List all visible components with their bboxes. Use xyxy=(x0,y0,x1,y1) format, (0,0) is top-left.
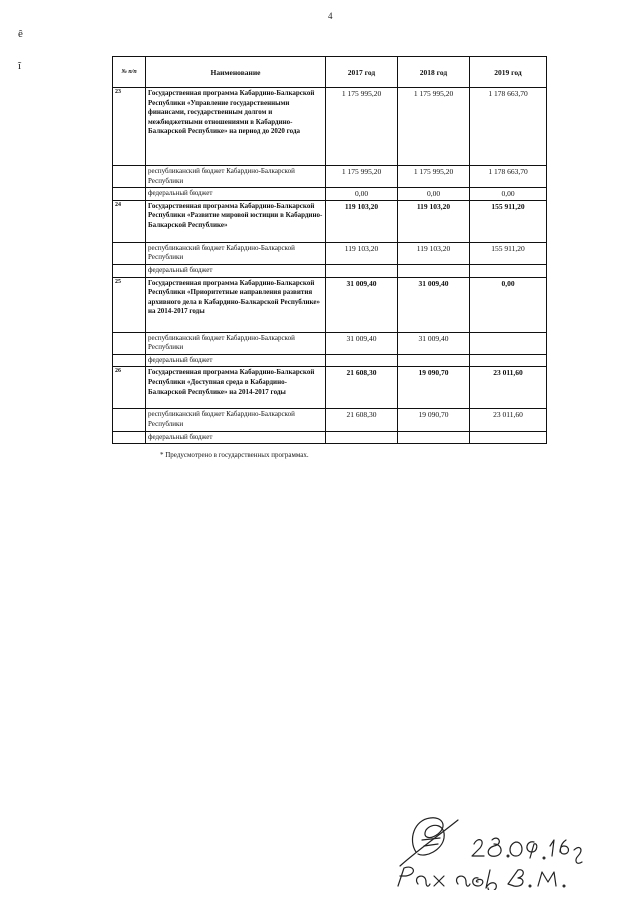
value-2019: 0,00 xyxy=(470,277,547,332)
value-2019: 1 178 663,70 xyxy=(470,166,547,188)
value-2018: 31 009,40 xyxy=(398,277,470,332)
budget-table xyxy=(112,56,547,444)
value-2018 xyxy=(398,354,470,367)
republican-budget-row xyxy=(113,166,547,188)
value-2017 xyxy=(326,264,398,277)
header-2018: 2018 год xyxy=(398,57,470,88)
federal-budget-row xyxy=(113,264,547,277)
value-2019: 155 911,20 xyxy=(470,200,547,242)
federal-budget-label: федеральный бюджет xyxy=(146,431,326,444)
program-row xyxy=(113,200,547,242)
margin-mark: ê xyxy=(18,28,23,40)
page-mark: 4 xyxy=(328,11,333,21)
program-number: 25 xyxy=(113,277,146,332)
federal-budget-row xyxy=(113,431,547,444)
value-2018: 1 175 995,20 xyxy=(398,88,470,166)
value-2018: 119 103,20 xyxy=(398,200,470,242)
program-title: Государственная программа Кабардино-Балкарской Республики «Развитие мировой юстиции в Кабардино-Балкарской Республике» xyxy=(146,200,326,242)
value-2017: 1 175 995,20 xyxy=(326,166,398,188)
federal-budget-label: федеральный бюджет xyxy=(146,188,326,201)
program-number: 26 xyxy=(113,367,146,409)
republican-budget-label: республиканский бюджет Кабардино-Балкарской Республики xyxy=(146,242,326,264)
footnote: * Предусмотрено в государственных программах. xyxy=(160,451,309,459)
value-2018: 1 175 995,20 xyxy=(398,166,470,188)
value-2019: 23 011,60 xyxy=(470,367,547,409)
table-header-row xyxy=(113,57,547,88)
handwritten-signature xyxy=(378,800,598,890)
value-2018 xyxy=(398,431,470,444)
value-2018 xyxy=(398,264,470,277)
program-row xyxy=(113,277,547,332)
federal-budget-label: федеральный бюджет xyxy=(146,354,326,367)
program-row xyxy=(113,367,547,409)
value-2018: 19 090,70 xyxy=(398,367,470,409)
program-number: 24 xyxy=(113,200,146,242)
value-2017: 31 009,40 xyxy=(326,332,398,354)
program-number: 23 xyxy=(113,88,146,166)
value-2019 xyxy=(470,264,547,277)
value-2017: 119 103,20 xyxy=(326,242,398,264)
republican-budget-label: республиканский бюджет Кабардино-Балкарской Республики xyxy=(146,166,326,188)
value-2018: 31 009,40 xyxy=(398,332,470,354)
value-2017: 21 608,30 xyxy=(326,409,398,431)
value-2017: 119 103,20 xyxy=(326,200,398,242)
value-2017: 31 009,40 xyxy=(326,277,398,332)
header-num: № п/п xyxy=(113,57,146,88)
republican-budget-label: республиканский бюджет Кабардино-Балкарской Республики xyxy=(146,332,326,354)
federal-budget-row xyxy=(113,354,547,367)
value-2017: 0,00 xyxy=(326,188,398,201)
header-2017: 2017 год xyxy=(326,57,398,88)
header-2019: 2019 год xyxy=(470,57,547,88)
value-2019: 0,00 xyxy=(470,188,547,201)
margin-mark: ĩ xyxy=(18,60,22,72)
value-2018: 119 103,20 xyxy=(398,242,470,264)
republican-budget-row xyxy=(113,242,547,264)
federal-budget-row xyxy=(113,188,547,201)
value-2017 xyxy=(326,431,398,444)
value-2017 xyxy=(326,354,398,367)
value-2019: 1 178 663,70 xyxy=(470,88,547,166)
value-2019 xyxy=(470,354,547,367)
program-row xyxy=(113,88,547,166)
value-2017: 1 175 995,20 xyxy=(326,88,398,166)
value-2019: 155 911,20 xyxy=(470,242,547,264)
value-2019 xyxy=(470,332,547,354)
republican-budget-label: республиканский бюджет Кабардино-Балкарской Республики xyxy=(146,409,326,431)
value-2018: 19 090,70 xyxy=(398,409,470,431)
republican-budget-row xyxy=(113,332,547,354)
federal-budget-label: федеральный бюджет xyxy=(146,264,326,277)
value-2018: 0,00 xyxy=(398,188,470,201)
header-name: Наименование xyxy=(146,57,326,88)
value-2019: 23 011,60 xyxy=(470,409,547,431)
program-title: Государственная программа Кабардино-Балкарской Республики «Доступная среда в Кабардино-Балкарской Республике» на 2014-2017 годы xyxy=(146,367,326,409)
value-2019 xyxy=(470,431,547,444)
program-title: Государственная программа Кабардино-Балкарской Республики «Управление государственными финансами, государственным долгом и межбюджетными отношениями в Кабардино-Балкарской Республике» на период до 2020 года xyxy=(146,88,326,166)
program-title: Государственная программа Кабардино-Балкарской Республики «Приоритетные направления развития архивного дела в Кабардино-Балкарской Республике» на 2014-2017 годы xyxy=(146,277,326,332)
value-2017: 21 608,30 xyxy=(326,367,398,409)
republican-budget-row xyxy=(113,409,547,431)
